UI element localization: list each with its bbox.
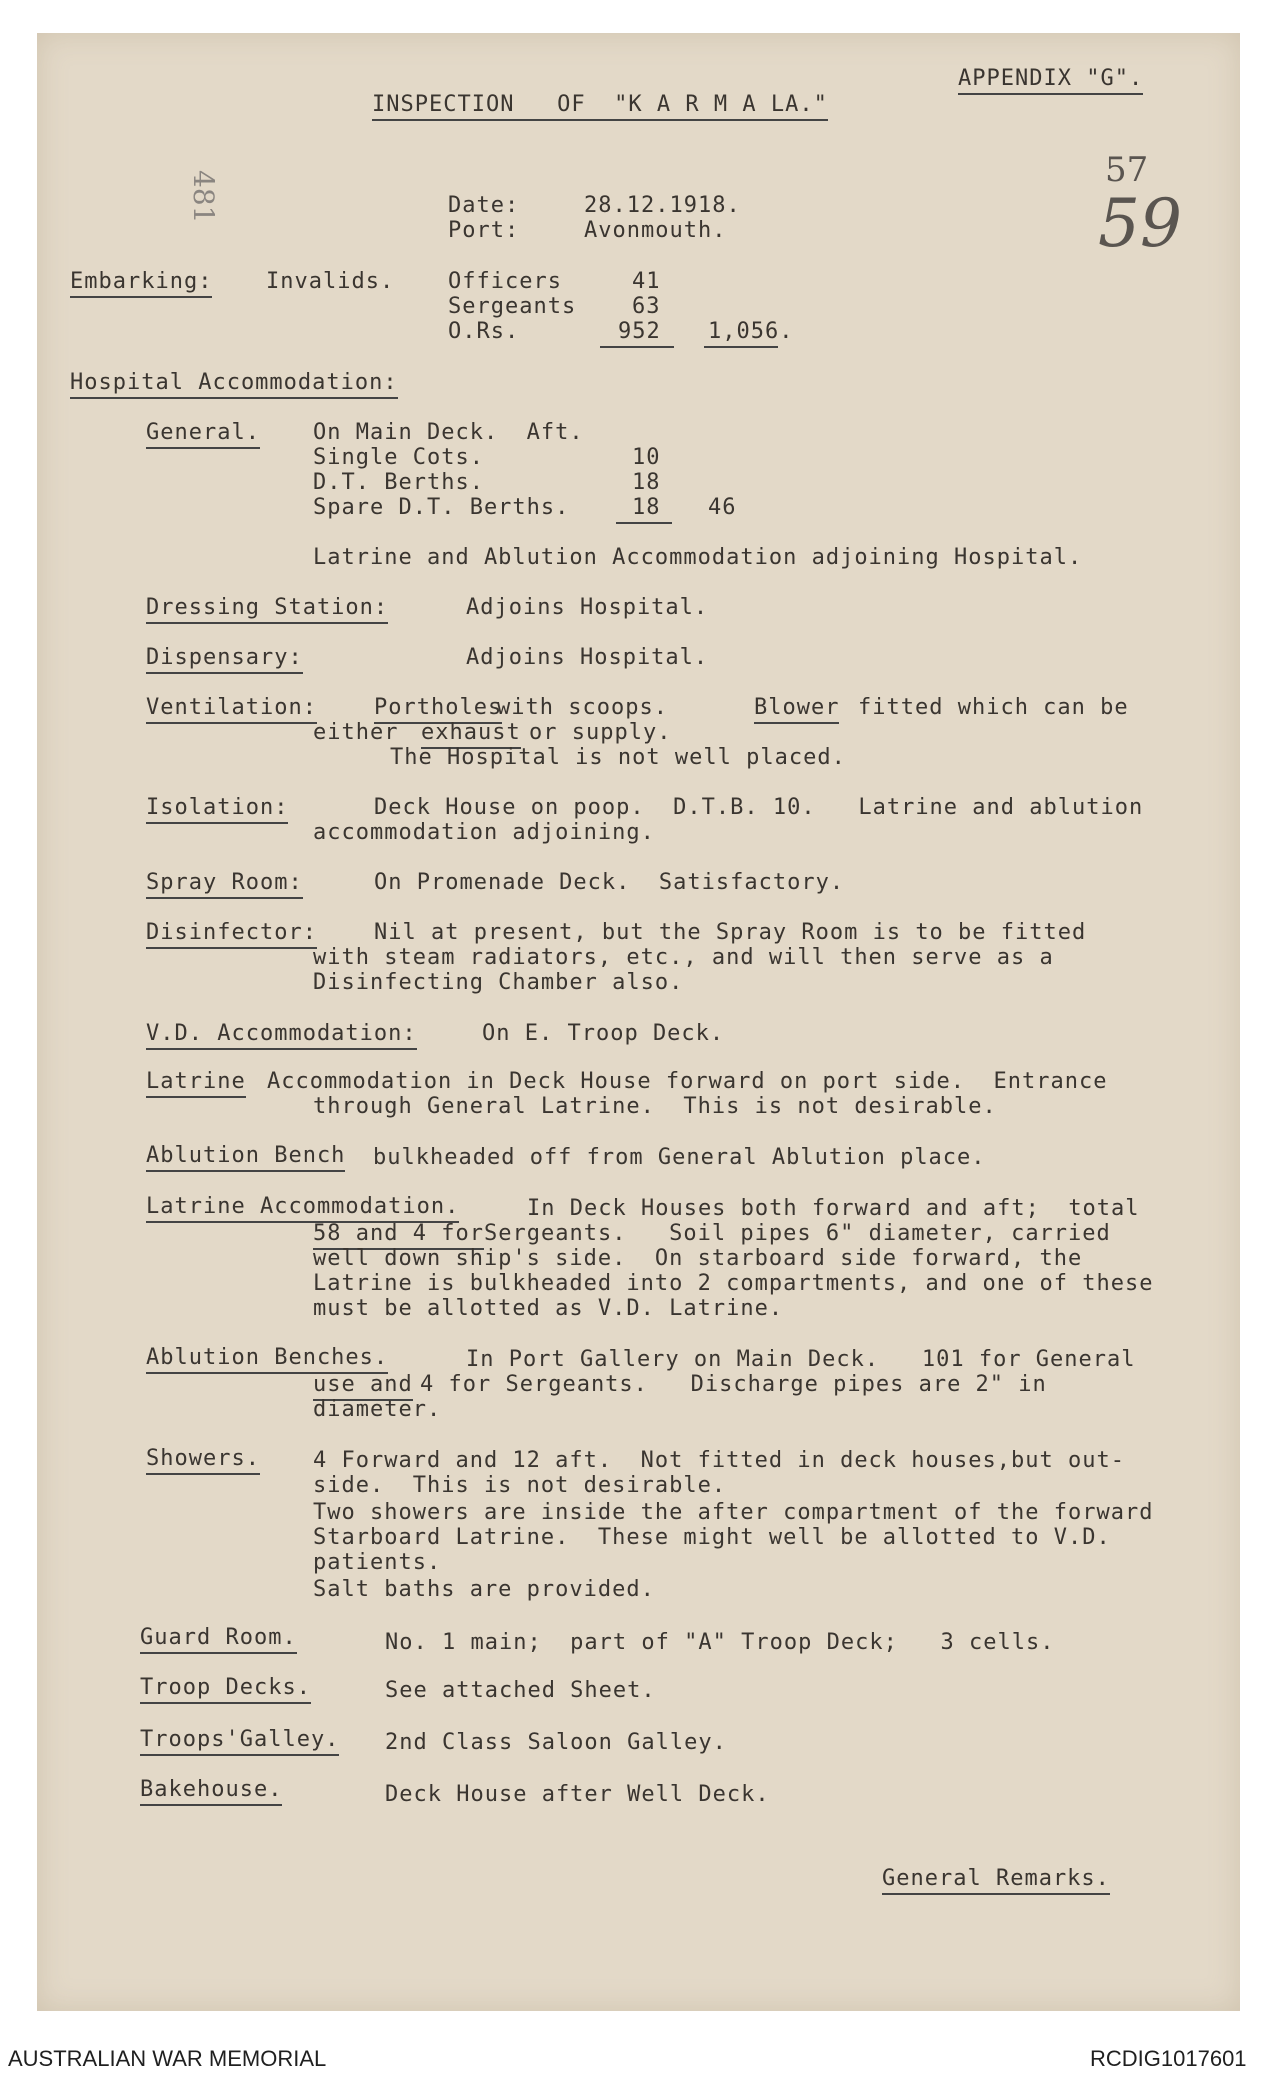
dispensary-label: Dispensary: — [146, 645, 303, 674]
bed-value: 18 — [632, 495, 661, 520]
dressing-station-text: Adjoins Hospital. — [466, 595, 709, 620]
general-location: On Main Deck. Aft. — [313, 420, 584, 445]
sum-rule — [704, 346, 778, 348]
vd-accommodation-label: V.D. Accommodation: — [146, 1021, 417, 1050]
latrine-accommodation-text: Sergeants. Soil pipes 6" diameter, carried — [484, 1221, 1111, 1246]
latrine-accommodation-count: 58 and 4 for — [313, 1221, 484, 1250]
troops-galley-label: Troops'Galley. — [140, 1727, 339, 1756]
embarking-row-value: 63 — [632, 294, 661, 319]
hospital-heading: Hospital Accommodation: — [70, 370, 398, 399]
ablution-benches-text: In Port Gallery on Main Deck. 101 for General — [466, 1347, 1136, 1372]
document-title: INSPECTION OF "K A R M A LA." — [372, 92, 828, 121]
latrine-accommodation-text: must be allotted as V.D. Latrine. — [313, 1296, 784, 1321]
isolation-text: accommodation adjoining. — [313, 820, 655, 845]
general-remarks: General Remarks. — [882, 1866, 1110, 1895]
vd-latrine-text: through General Latrine. This is not desirable. — [313, 1094, 997, 1119]
disinfector-text: Disinfecting Chamber also. — [313, 970, 684, 995]
footer-institution: AUSTRALIAN WAR MEMORIAL — [8, 2046, 327, 2071]
side-stamp-number: 481 — [187, 170, 220, 224]
bakehouse-text: Deck House after Well Deck. — [385, 1782, 770, 1807]
embarking-row-label: Officers — [448, 269, 562, 294]
folio-pencil-number: 57 — [1105, 150, 1149, 190]
ablution-bench-text: bulkheaded off from General Ablution place. — [373, 1145, 986, 1170]
troop-decks-text: See attached Sheet. — [385, 1678, 656, 1703]
showers-text: 4 Forward and 12 aft. Not fitted in deck houses,but out- — [313, 1448, 1125, 1473]
dispensary-text: Adjoins Hospital. — [466, 645, 709, 670]
vd-latrine-label: Latrine — [146, 1069, 246, 1098]
bed-value: 18 — [632, 470, 661, 495]
guard-room-text: No. 1 main; part of "A" Troop Deck; 3 cells. — [385, 1630, 1055, 1655]
embarking-total: 1,056. — [708, 319, 794, 344]
port-label: Port: — [448, 218, 520, 243]
general-label: General. — [146, 420, 260, 449]
folio-ink-number: 59 — [1098, 185, 1182, 262]
guard-room-label: Guard Room. — [140, 1625, 297, 1654]
latrine-accommodation-text: Latrine is bulkheaded into 2 compartments, and one of these — [313, 1271, 1154, 1296]
disinfector-label: Disinfector: — [146, 920, 317, 949]
disinfector-text: with steam radiators, etc., and will then serve as a — [313, 945, 1054, 970]
showers-text: patients. — [313, 1550, 442, 1575]
embarking-row-label: O.Rs. — [448, 319, 520, 344]
ablution-benches-label: Ablution Benches. — [146, 1345, 388, 1374]
ventilation-text: The Hospital is not well placed. — [390, 745, 846, 770]
bed-label: Spare D.T. Berths. — [313, 495, 570, 520]
ventilation-text: with scoops. — [497, 695, 668, 720]
showers-text: Two showers are inside the after compartment of the forward — [313, 1500, 1154, 1525]
showers-text: side. This is not desirable. — [313, 1473, 727, 1498]
embarking-row-label: Sergeants — [448, 294, 577, 319]
embarking-category: Invalids. — [266, 269, 395, 294]
latrine-ablution-note: Latrine and Ablution Accommodation adjoining Hospital. — [313, 545, 1083, 570]
beds-total: 46 — [708, 495, 737, 520]
ablution-benches-text: 4 for Sergeants. Discharge pipes are 2" in — [420, 1372, 1047, 1397]
showers-text: Starboard Latrine. These might well be allotted to V.D. — [313, 1525, 1111, 1550]
port-value: Avonmouth. — [584, 218, 727, 243]
ventilation-label: Ventilation: — [146, 695, 317, 724]
ablution-benches-text: diameter. — [313, 1397, 442, 1422]
date-value: 28.12.1918. — [584, 193, 741, 218]
isolation-label: Isolation: — [146, 795, 288, 824]
footer-record-id: RCDIG1017601 — [1090, 2046, 1247, 2071]
ventilation-portholes: Portholes — [374, 695, 502, 724]
showers-label: Showers. — [146, 1446, 260, 1475]
sum-rule — [600, 346, 674, 348]
ablution-benches-use: use and — [313, 1372, 413, 1401]
troop-decks-label: Troop Decks. — [140, 1675, 311, 1704]
ventilation-blower: Blower — [754, 695, 839, 724]
spray-room-text: On Promenade Deck. Satisfactory. — [374, 870, 845, 895]
appendix-label: APPENDIX "G". — [958, 66, 1143, 95]
embarking-row-value: 952 — [618, 319, 661, 344]
ventilation-text: or supply. — [529, 720, 672, 745]
sum-rule — [616, 522, 672, 524]
latrine-accommodation-text: In Deck Houses both forward and aft; total — [527, 1196, 1140, 1221]
dressing-station-label: Dressing Station: — [146, 595, 388, 624]
embarking-row-value: 41 — [632, 269, 661, 294]
ventilation-text: either — [313, 720, 399, 745]
latrine-accommodation-text: well down ship's side. On starboard side forward, the — [313, 1246, 1083, 1271]
bed-label: Single Cots. — [313, 445, 484, 470]
latrine-accommodation-label: Latrine Accommodation. — [146, 1194, 459, 1223]
bed-label: D.T. Berths. — [313, 470, 484, 495]
bakehouse-label: Bakehouse. — [140, 1777, 282, 1806]
spray-room-label: Spray Room: — [146, 870, 303, 899]
ablution-bench-label: Ablution Bench — [146, 1143, 345, 1172]
ventilation-text: fitted which can be — [858, 695, 1129, 720]
bed-value: 10 — [632, 445, 661, 470]
showers-text: Salt baths are provided. — [313, 1577, 655, 1602]
troops-galley-text: 2nd Class Saloon Galley. — [385, 1730, 727, 1755]
embarking-label: Embarking: — [70, 269, 212, 298]
disinfector-text: Nil at present, but the Spray Room is to be fitted — [374, 920, 1087, 945]
vd-accommodation-text: On E. Troop Deck. — [482, 1021, 725, 1046]
ventilation-exhaust: exhaust — [421, 720, 521, 749]
date-label: Date: — [448, 193, 520, 218]
vd-latrine-text: Accommodation in Deck House forward on port side. Entrance — [267, 1069, 1108, 1094]
isolation-text: Deck House on poop. D.T.B. 10. Latrine and ablution — [374, 795, 1144, 820]
